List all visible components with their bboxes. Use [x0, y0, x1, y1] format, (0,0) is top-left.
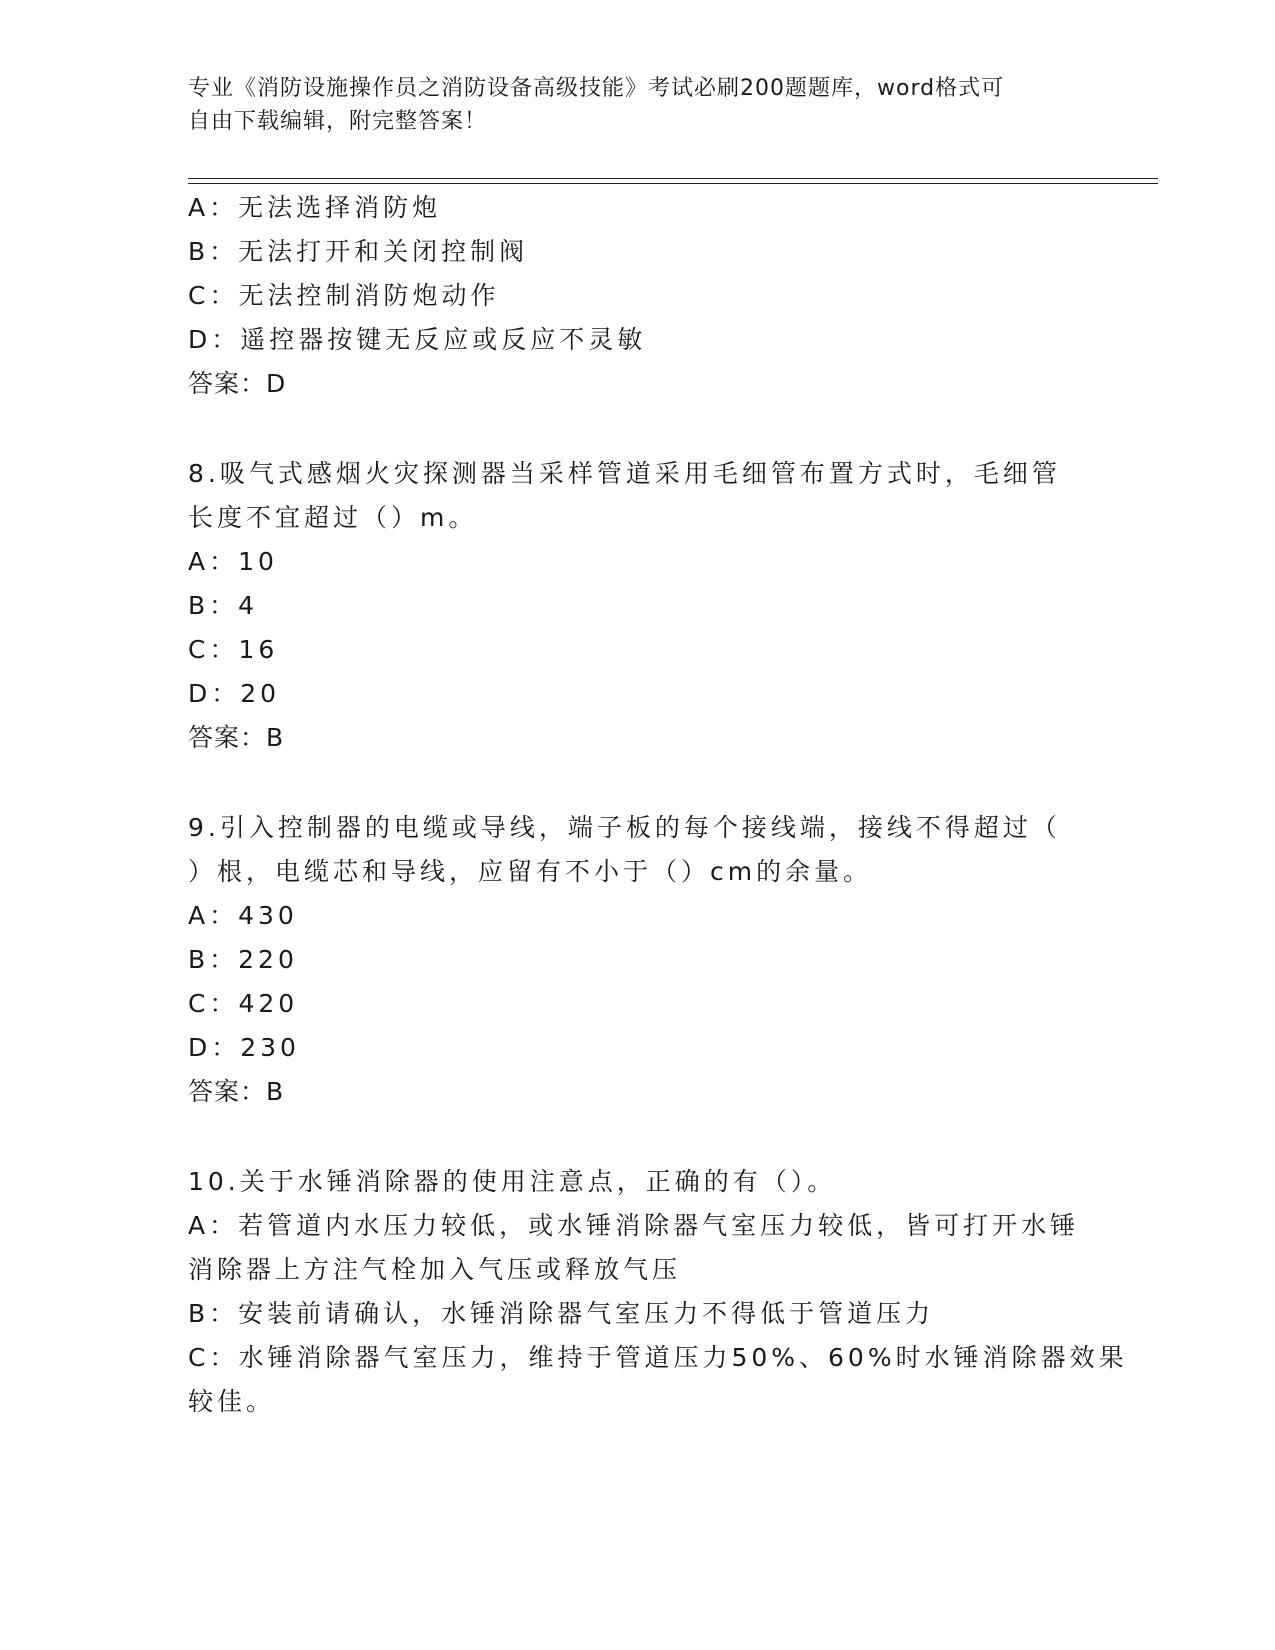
q7-option-a: A：无法选择消防炮 [188, 193, 442, 222]
header-line-1: 专业《消防设施操作员之消防设备高级技能》考试必刷200题题库，word格式可 [188, 76, 1005, 101]
q10-option-c-line-1: C：水锤消除器气室压力，维持于管道压力50%、60%时水锤消除器效果 [188, 1343, 1128, 1372]
q7-option-b: B：无法打开和关闭控制阀 [188, 237, 529, 266]
q7-option-c: C：无法控制消防炮动作 [188, 281, 500, 310]
q8-option-b: B：4 [188, 591, 259, 620]
q8-answer: 答案：B [188, 723, 285, 752]
q9-option-b: B：220 [188, 945, 298, 974]
q8-option-a: A：10 [188, 547, 278, 576]
q10-option-a-line-1: A：若管道内水压力较低，或水锤消除器气室压力较低，皆可打开水锤 [188, 1211, 1080, 1240]
header-divider-top [188, 178, 1158, 179]
q10-option-b: B：安装前请确认，水锤消除器气室压力不得低于管道压力 [188, 1299, 935, 1328]
q9-question-line-1: 9.引入控制器的电缆或导线，端子板的每个接线端，接线不得超过（ [188, 813, 1061, 842]
header-divider-bottom [188, 183, 1158, 184]
q8-question-line-1: 8.吸气式感烟火灾探测器当采样管道采用毛细管布置方式时，毛细管 [188, 459, 1061, 488]
header-line-2: 自由下载编辑，附完整答案！ [188, 109, 488, 134]
document-header [188, 72, 1068, 138]
q7-answer: 答案：D [188, 369, 287, 398]
q9-answer: 答案：B [188, 1077, 285, 1106]
q8-option-c: C：16 [188, 635, 279, 664]
q9-option-c: C：420 [188, 989, 299, 1018]
q9-question-line-2: ）根，电缆芯和导线，应留有不小于（）cm的余量。 [188, 857, 873, 886]
q9-option-a: A：430 [188, 901, 298, 930]
q10-option-a-line-2: 消除器上方注气栓加入气压或释放气压 [188, 1255, 682, 1284]
q8-option-d: D：20 [188, 679, 281, 708]
q10-option-c-line-2: 较佳。 [188, 1387, 276, 1416]
q10-question: 10.关于水锤消除器的使用注意点，正确的有（）。 [188, 1167, 837, 1196]
q7-option-d: D：遥控器按键无反应或反应不灵敏 [188, 325, 647, 354]
q8-question-line-2: 长度不宜超过（）m。 [188, 503, 478, 532]
q9-option-d: D：230 [188, 1033, 300, 1062]
